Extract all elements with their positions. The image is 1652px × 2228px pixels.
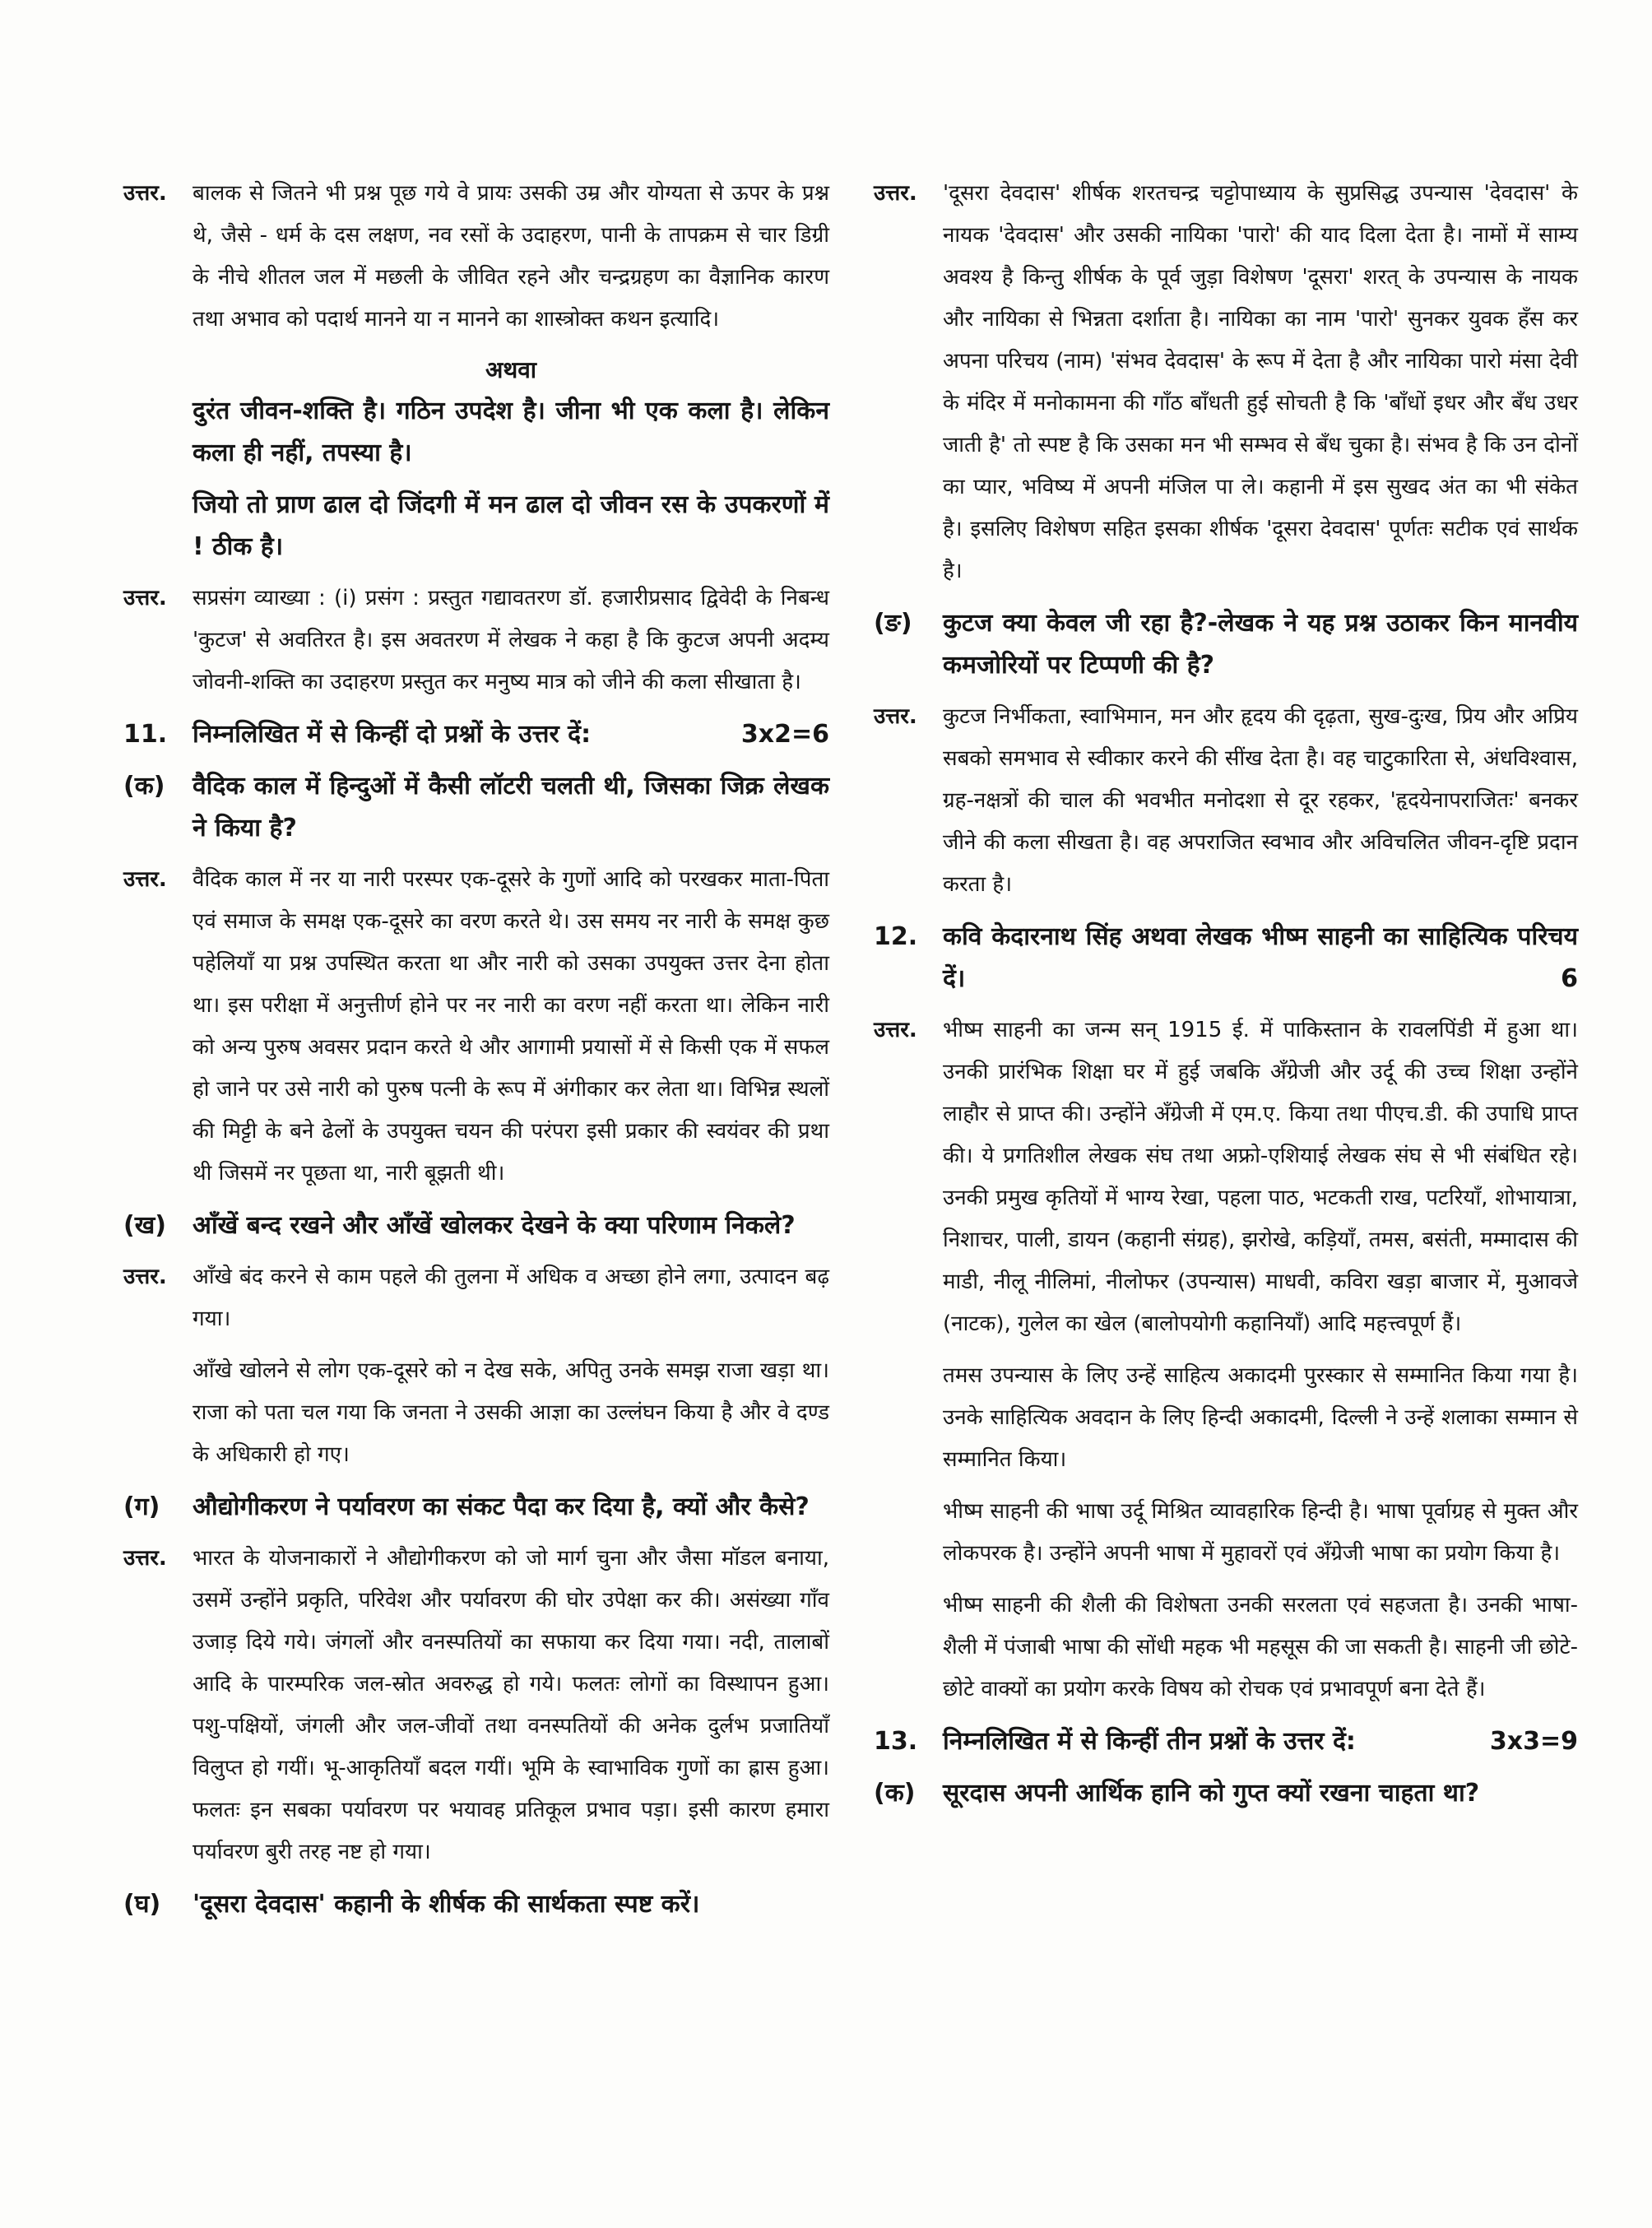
question-number: 13. <box>874 1727 918 1756</box>
question-text: 'दूसरा देवदास' कहानी के शीर्षक की सार्थकता स्पष्ट करें। <box>193 1890 700 1919</box>
question-text <box>943 916 1578 1000</box>
quote-text: जियो तो प्राण ढाल दो जिंदगी में मन ढाल दो जीवन रस के उपकरणों में ! ठीक है। <box>193 490 829 561</box>
question-12 <box>874 916 1578 1000</box>
answer-text: भारत के योजनाकारों ने औद्योगीकरण को जो मार्ग चुना और जैसा मॉडल बनाया, उसमें उन्होंने प्रकृति, परिवेश और पर्यावरण की घोर उपेक्षा कर की। असंख्या गाँव उजाड़ दिये गये। जंगलों और वनस्पतियों का सफाया कर दिया गया। नदी, तालाबों आदि के पारम्परिक जल-स्रोत अवरुद्ध हो गये। फलतः लोगों का विस्थापन हुआ। पशु-पक्षियों, जंगली और जल-जीवों तथा वनस्पतियों की अनेक दुर्लभ प्रजातियाँ विलुप्त हो गयीं। भू-आकृतियाँ बदल गयीं। भूमि के स्वाभाविक गुणों का ह्रास हुआ। फलतः इन सबका पर्यावरण पर भयावह प्रतिकूल प्रभाव पड़ा। इसी कारण हमारा पर्यावरण बुरी तरह नष्ट हो गया। <box>193 1546 829 1864</box>
question-13 <box>874 1720 1578 1762</box>
question-label: (क) <box>123 772 165 801</box>
answer-block <box>874 1010 1578 1345</box>
question-label: (ख) <box>123 1211 166 1240</box>
answer-text: सप्रसंग व्याख्या : (i) प्रसंग : प्रस्तुत गद्यावतरण डॉ. हजारीप्रसाद द्विवेदी के निबन्ध 'कुटज' से अवतिरत है। इस अवतरण में लेखक ने कहा है कि कुटज अपनी अदम्य जोवनी-शक्ति का उदाहरण प्रस्तुत कर मनुष्य मात्र को जीने की कला सीखाता है। <box>193 586 829 694</box>
marks: 3x2=6 <box>740 720 829 749</box>
question-text: सूरदास अपनी आर्थिक हानि को गुप्त क्यों रखना चाहता था? <box>943 1779 1480 1808</box>
question-label: (ङ) <box>874 609 912 638</box>
question-11 <box>123 713 829 755</box>
two-column-layout <box>123 173 1578 1935</box>
question-block <box>123 1205 829 1246</box>
question-block <box>874 602 1578 686</box>
answer-text: कुटज निर्भीकता, स्वाभिमान, मन और हृदय की दृढ़ता, सुख-दुःख, प्रिय और अप्रिय सबको समभाव से स्वीकार करने की सींख देता है। वह चाटुकारिता से, अंधविश्वास, ग्रह-नक्षत्रों की चाल की भवभीत मनोदशा से दूर रहकर, 'हृदयेनापराजितः' बनकर जीने की कला सीखता है। वह अपराजित स्वभाव और अविचलित जीवन-दृष्टि प्रदान करता है। <box>943 704 1578 897</box>
answer-label: उत्तर. <box>874 704 917 729</box>
answer-paragraph: भीष्म साहनी की शैली की विशेषता उनकी सरलता एवं सहजता है। उनकी भाषा-शैली में पंजाबी भाषा की सोंधी महक भी महसूस की जा सकती है। साहनी जी छोटे-छोटे वाक्यों का प्रयोग करके विषय को रोचक एवं प्रभावपूर्ण बना देते हैं। <box>943 1593 1578 1701</box>
answer-paragraph: तमस उपन्यास के लिए उन्हें साहित्य अकादमी पुरस्कार से सम्मानित किया गया है। उनके साहित्यिक अवदान के लिए हिन्दी अकादमी, दिल्ली ने उन्हें शलाका सम्मान से सम्मानित किया। <box>943 1363 1578 1472</box>
question-instruction: निम्नलिखित में से किन्हीं तीन प्रश्नों के उत्तर दें: <box>943 1727 1356 1756</box>
question-text: कुटज क्या केवल जी रहा है?-लेखक ने यह प्रश्न उठाकर किन मानवीय कमजोरियों पर टिप्पणी की है? <box>943 609 1578 680</box>
answer-block <box>123 1538 829 1873</box>
question-block <box>123 765 829 849</box>
answer-label: उत्तर. <box>874 1018 917 1042</box>
question-number: 12. <box>874 922 918 951</box>
question-label: (घ) <box>123 1890 161 1919</box>
answer-text: 'दूसरा देवदास' शीर्षक शरतचन्द्र चट्टोपाध्याय के सुप्रसिद्ध उपन्यास 'देवदास' के नायक 'देवदास' और उसकी नायिका 'पारो' की याद दिला देता है। नामों में साम्य अवश्य है किन्तु शीर्षक के पूर्व जुड़ा विशेषण 'दूसरा' शरत् के उपन्यास के नायक और नायिका से भिन्नता दर्शाता है। नायिका का नाम 'पारो' सुनकर युवक हँस कर अपना परिचय (नाम) 'संभव देवदास' के रूप में देता है और नायिका पारो मंसा देवी के मंदिर में मनोकामना की गाँठ बाँधती हुई सोचती है कि 'बाँधों इधर और बँध उधर जाती है' तो स्पष्ट है कि उसका मन भी सम्भव से बँध चुका है। संभव है कि उन दोनों का प्यार, भविष्य में अपनी मंजिल पा ले। कहानी में इस सुखद अंत का भी संकेत है। इसलिए विशेषण सहित इसका शीर्षक 'दूसरा देवदास' पूर्णतः सटीक एवं सार्थक है। <box>943 181 1578 583</box>
answer-block <box>123 578 829 703</box>
question-block <box>874 1772 1578 1814</box>
question-instruction: निम्नलिखित में से किन्हीं दो प्रश्नों के उत्तर दें: <box>193 720 592 749</box>
answer-block <box>874 696 1578 906</box>
question-label: (क) <box>874 1779 916 1808</box>
answer-text: बालक से जितने भी प्रश्न पूछ गये वे प्रायः उसकी उम्र और योग्यता से ऊपर के प्रश्न थे, जैसे - धर्म के दस लक्षण, नव रसों के उदाहरण, पानी के तापक्रम से चार डिग्री के नीचे शीतल जल में मछली के जीवित रहने और चन्द्रग्रहण का वैज्ञानिक कारण तथा अभाव को पदार्थ मानने या न मानने का शास्त्रोक्त कथन इत्यादि। <box>193 181 829 332</box>
question-text <box>193 713 829 755</box>
answer-label: उत्तर. <box>874 181 917 206</box>
answer-text: भीष्म साहनी का जन्म सन् 1915 ई. में पाकिस्तान के रावलपिंडी में हुआ था। उनकी प्रारंभिक शिक्षा घर में हुई जबकि अँग्रेजी और उर्दू की उच्च शिक्षा उन्होंने लाहौर से प्राप्त की। उन्होंने अँग्रेजी में एम.ए. किया तथा पीएच.डी. की उपाधि प्राप्त की। ये प्रगतिशील लेखक संघ तथा अफ्रो-एशियाई लेखक संघ से भी संबंधित रहे। उनकी प्रमुख कृतियों में भाग्य रेखा, पहला पाठ, भटकती राख, पटरियाँ, शोभायात्रा, निशाचर, पाली, डायन (कहानी संग्रह), झरोखे, कड़ियाँ, तमस, बसंती, मम्मादास की माडी, नीलू नीलिमां, नीलोफर (उपन्यास) माधवी, कविरा खड़ा बाजार में, मुआवजे (नाटक), गुलेल का खेल (बालोपयोगी कहानियाँ) आदि महत्त्वपूर्ण हैं। <box>943 1018 1578 1336</box>
answer-label: उत्तर. <box>123 867 167 892</box>
answer-paragraph: भीष्म साहनी की भाषा उर्दू मिश्रित व्यावहारिक हिन्दी है। भाषा पूर्वाग्रह से मुक्त और लोकपरक है। उन्होंने अपनी भाषा में मुहावरों एवं अँग्रेजी भाषा का प्रयोग किया है। <box>943 1499 1578 1566</box>
answer-block <box>874 173 1578 592</box>
question-text: आँखें बन्द रखने और आँखें खोलकर देखने के क्या परिणाम निकले? <box>193 1211 796 1240</box>
answer-block <box>123 859 829 1195</box>
question-instruction: कवि केदारनाथ सिंह अथवा लेखक भीष्म साहनी का साहित्यिक परिचय दें। <box>943 922 1578 993</box>
right-column <box>874 173 1578 1935</box>
answer-label: उत्तर. <box>123 1265 167 1289</box>
marks: 6 <box>1561 964 1578 993</box>
question-block <box>123 1486 829 1528</box>
answer-text: आँखे खोलने से लोग एक-दूसरे को न देख सके, अपितु उनके समझ राजा खड़ा था। राजा को पता चल गया कि जनता ने उसकी आज्ञा का उल्लंघन किया है और वे दण्ड के अधिकारी हो गए। <box>193 1358 829 1467</box>
question-text: औद्योगीकरण ने पर्यावरण का संकट पैदा कर दिया है, क्यों और कैसे? <box>193 1492 810 1521</box>
question-label: (ग) <box>123 1492 160 1521</box>
answer-label: उत्तर. <box>123 181 167 206</box>
answer-label: उत्तर. <box>123 586 167 610</box>
answer-label: उत्तर. <box>123 1546 167 1571</box>
athva-heading: अथवा <box>485 356 537 383</box>
question-number: 11. <box>123 720 168 749</box>
marks: 3x3=9 <box>1489 1727 1578 1756</box>
quote-text: दुरंत जीवन-शक्ति है। गठिन उपदेश है। जीना भी एक कला है। लेकिन कला ही नहीं, तपस्या है। <box>193 397 829 467</box>
answer-text: आँखे बंद करने से काम पहले की तुलना में अधिक व अच्छा होने लगा, उत्पादन बढ़ गया। <box>193 1265 829 1331</box>
left-column <box>123 173 829 1935</box>
question-text: वैदिक काल में हिन्दुओं में कैसी लॉटरी चलती थी, जिसका जिक्र लेखक ने किया है? <box>193 772 829 842</box>
answer-block <box>123 1256 829 1340</box>
answer-block <box>123 173 829 341</box>
question-text <box>943 1720 1578 1762</box>
question-block <box>123 1883 829 1925</box>
answer-text: वैदिक काल में नर या नारी परस्पर एक-दूसरे के गुणों आदि को परखकर माता-पिता एवं समाज के समक्ष एक-दूसरे का वरण करते थे। उस समय नर नारी के समक्ष कुछ पहेलियाँ या प्रश्न उपस्थित करता था और नारी को उसका उपयुक्त उत्तर देना होता था। इस परीक्षा में अनुत्तीर्ण होने पर नर नारी का वरण नहीं करता था। लेकिन नारी को अन्य पुरुष अवसर प्रदान करते थे और आगामी प्रयासों में से किसी एक में सफल हो जाने पर उसे नारी को पुरुष पत्नी के रूप में अंगीकार कर लेता था। विभिन्न स्थलों की मिट्टी के बने ढेलों के उपयुक्त चयन की परंपरा इसी प्रकार की स्वयंवर की प्रथा थी जिसमें नर पूछता था, नारी बूझती थी। <box>193 867 829 1186</box>
